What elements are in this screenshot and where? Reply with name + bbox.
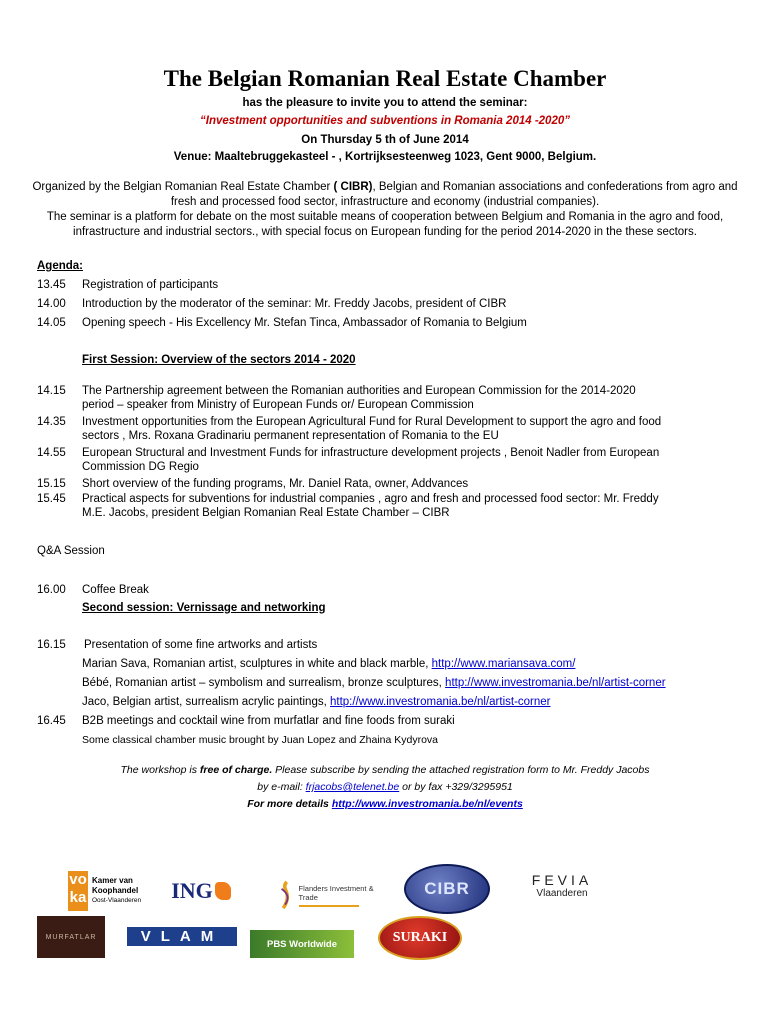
session1-line1: Investment opportunities from the European Agricultural Fund for Rural Development to support the agro and food (82, 416, 662, 428)
intro-p1-before: Organized by the Belgian Romanian Real Estate Chamber (32, 181, 334, 193)
intro-p1-after: , Belgian and Romanian associations and confederations from agro and fresh and processed food sector, infrastructure and economy (industrial companies). (170, 181, 738, 208)
artist2-link[interactable]: http://www.investromania.be/nl/artist-corner (445, 677, 666, 689)
murfatlar-logo (37, 916, 105, 958)
footer-text: by e-mail: (257, 781, 306, 793)
agenda-time: 14.05 (37, 317, 66, 329)
coffee-time: 16.00 (37, 584, 66, 596)
agenda-text: Registration of participants (82, 279, 219, 291)
b2b-text: B2B meetings and cocktail wine from murfatlar and fine foods from suraki (82, 715, 455, 727)
session2-time: 16.45 (37, 715, 66, 727)
session1-time: 15.45 (37, 493, 66, 505)
seminar-venue: Venue: Maaltebruggekasteel - , Kortrijksesteenweg 1023, Gent 9000, Belgium. (173, 151, 597, 163)
session1-time: 14.35 (37, 416, 66, 428)
free-of-charge: free of charge. (199, 764, 273, 776)
session1-line1: Practical aspects for subventions for industrial companies , agro and fresh and processed food sector: Mr. Freddy (82, 493, 659, 505)
footer-line1 (0, 764, 770, 776)
session1-time: 15.15 (37, 478, 66, 490)
flanders-underline (299, 905, 359, 907)
murfatlar-text: MURFATLAR (45, 933, 97, 941)
qa-session: Q&A Session (37, 545, 105, 557)
session1-line1: Short overview of the funding programs, Mr. Daniel Rata, owner, Addvances (82, 478, 469, 490)
artist3-link[interactable]: http://www.investromania.be/nl/artist-corner (330, 696, 551, 708)
agenda-text: Opening speech - His Excellency Mr. Stefan Tinca, Ambassador of Romania to Belgium (82, 317, 527, 329)
agenda-text: Introduction by the moderator of the seminar: Mr. Freddy Jacobs, president of CIBR (82, 298, 507, 310)
session1-time: 14.55 (37, 447, 66, 459)
music-text: Some classical chamber music brought by Juan Lopez and Zhaina Kydyrova (82, 734, 439, 746)
seminar-date: On Thursday 5 th of June 2014 (301, 134, 469, 146)
agenda-time: 13.45 (37, 279, 66, 291)
session1-line2: period – speaker from Ministry of European Funds or/ European Commission (82, 399, 474, 411)
footer-line3 (0, 798, 770, 810)
pbs-logo (250, 930, 354, 958)
fevia-text: FEVIA (531, 871, 593, 888)
suraki-text: SURAKI (392, 930, 448, 945)
intro-text (30, 180, 740, 240)
fevia-logo (522, 868, 602, 902)
session1-line2: sectors , Mrs. Roxana Gradinariu permanent representation of Romania to the EU (82, 430, 499, 442)
pbs-text: PBS Worldwide (266, 938, 338, 950)
seminar-title: “Investment opportunities and subventions in Romania 2014 -2020” (200, 115, 570, 127)
page-title: The Belgian Romanian Real Estate Chamber (163, 66, 607, 91)
coffee-text: Coffee Break (82, 584, 149, 596)
artist2-text: Bébé, Romanian artist – symbolism and surrealism, bronze sculptures, (82, 677, 446, 689)
fevia-sub: Vlaanderen (536, 887, 588, 899)
agenda-time: 14.00 (37, 298, 66, 310)
flanders-text: Flanders Investment & Trade (298, 883, 374, 902)
suraki-logo (378, 916, 462, 960)
presentation-text: Presentation of some fine artworks and artists (84, 639, 318, 651)
session1-title: First Session: Overview of the sectors 2014 - 2020 (82, 354, 356, 366)
footer-text: or by fax +329/3295951 (399, 781, 513, 793)
session1-line1: European Structural and Investment Funds for infrastructure development projects , Benoit Nadler from European (82, 447, 660, 459)
intro-p1-bold: ( CIBR) (333, 181, 373, 193)
qa-row (37, 544, 737, 558)
footer-line2 (0, 781, 770, 793)
vlam-logo (138, 924, 226, 948)
artist3-text: Jaco, Belgian artist, surrealism acrylic paintings, (82, 696, 330, 708)
session1-time: 14.15 (37, 385, 66, 397)
invite-line: has the pleasure to invite you to attend the seminar: (242, 97, 528, 109)
voka-logo (68, 870, 158, 912)
intro-p2: The seminar is a platform for debate on the most suitable means of cooperation between Belgium and Romania in the agro and food, infrastructure and industrial sectors., with special focus on European funding for the period 2014-2020 in the these sectors. (46, 211, 724, 238)
footer-text: The workshop is (120, 764, 200, 776)
flanders-logo (278, 876, 383, 914)
session1-line1: The Partnership agreement between the Romanian authorities and European Commission for the 2014-2020 (82, 385, 636, 397)
voka-mark: vo ka (68, 871, 88, 911)
events-link[interactable]: http://www.investromania.be/nl/events (331, 798, 523, 810)
flanders-swirl-icon (278, 878, 296, 912)
session1-line2: Commission DG Regio (82, 461, 199, 473)
vlam-text: VLAM (127, 927, 238, 946)
email-link[interactable]: frjacobs@telenet.be (305, 781, 400, 793)
voka-text2: Koophandel (92, 886, 139, 895)
artist1-link[interactable]: http://www.mariansava.com/ (431, 658, 576, 670)
session1-line2: M.E. Jacobs, president Belgian Romanian Real Estate Chamber – CIBR (82, 507, 450, 519)
agenda-label: Agenda: (37, 260, 83, 272)
voka-text1: Kamer van (92, 876, 133, 885)
cibr-logo (404, 864, 490, 914)
session2-title: Second session: Vernissage and networking (82, 602, 326, 614)
session2-time: 16.15 (37, 639, 66, 651)
footer-text: Please subscribe by sending the attached registration form to Mr. Freddy Jacobs (272, 764, 650, 776)
voka-text3: Oost-Vlaanderen (92, 897, 142, 904)
lion-icon (215, 882, 231, 900)
footer-text: For more details (247, 798, 332, 810)
ing-logo (168, 876, 234, 906)
ing-text: ING (171, 878, 213, 903)
artist1-text: Marian Sava, Romanian artist, sculptures in white and black marble, (82, 658, 432, 670)
cibr-text: CIBR (424, 879, 470, 898)
